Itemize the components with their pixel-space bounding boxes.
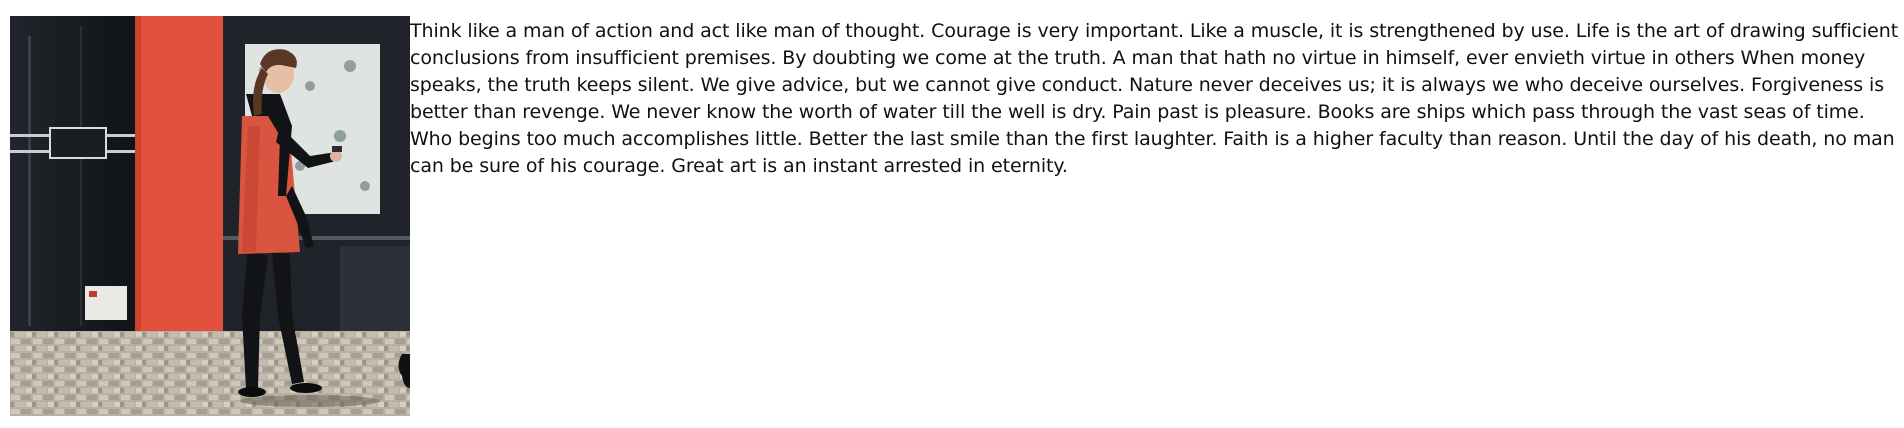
street-photo xyxy=(10,16,410,416)
article-paragraph: Think like a man of action and act like man of thought. Courage is very important. Like a muscle, it is strengthened by use. Life is the art of drawing sufficient conclusions from insufficient premises. By doubting we come at the truth. A man that hath no virtue in himself, ever envieth virtue in others When money speaks, the truth keeps silent. We give advice, but we cannot give conduct. Nature never deceives us; it is always we who deceive ourselves. Forgiveness is better than revenge. We never know the worth of water till the well is dry. Pain past is pleasure. Books are ships which pass through the vast seas of time. Who begins too much accomplishes little. Better the last smile than the first laughter. Faith is a higher faculty than reason. Until the day of his death, no man can be sure of his courage. Great art is an instant arrested in eternity. xyxy=(410,20,1899,177)
street-photo-illustration xyxy=(10,16,410,416)
